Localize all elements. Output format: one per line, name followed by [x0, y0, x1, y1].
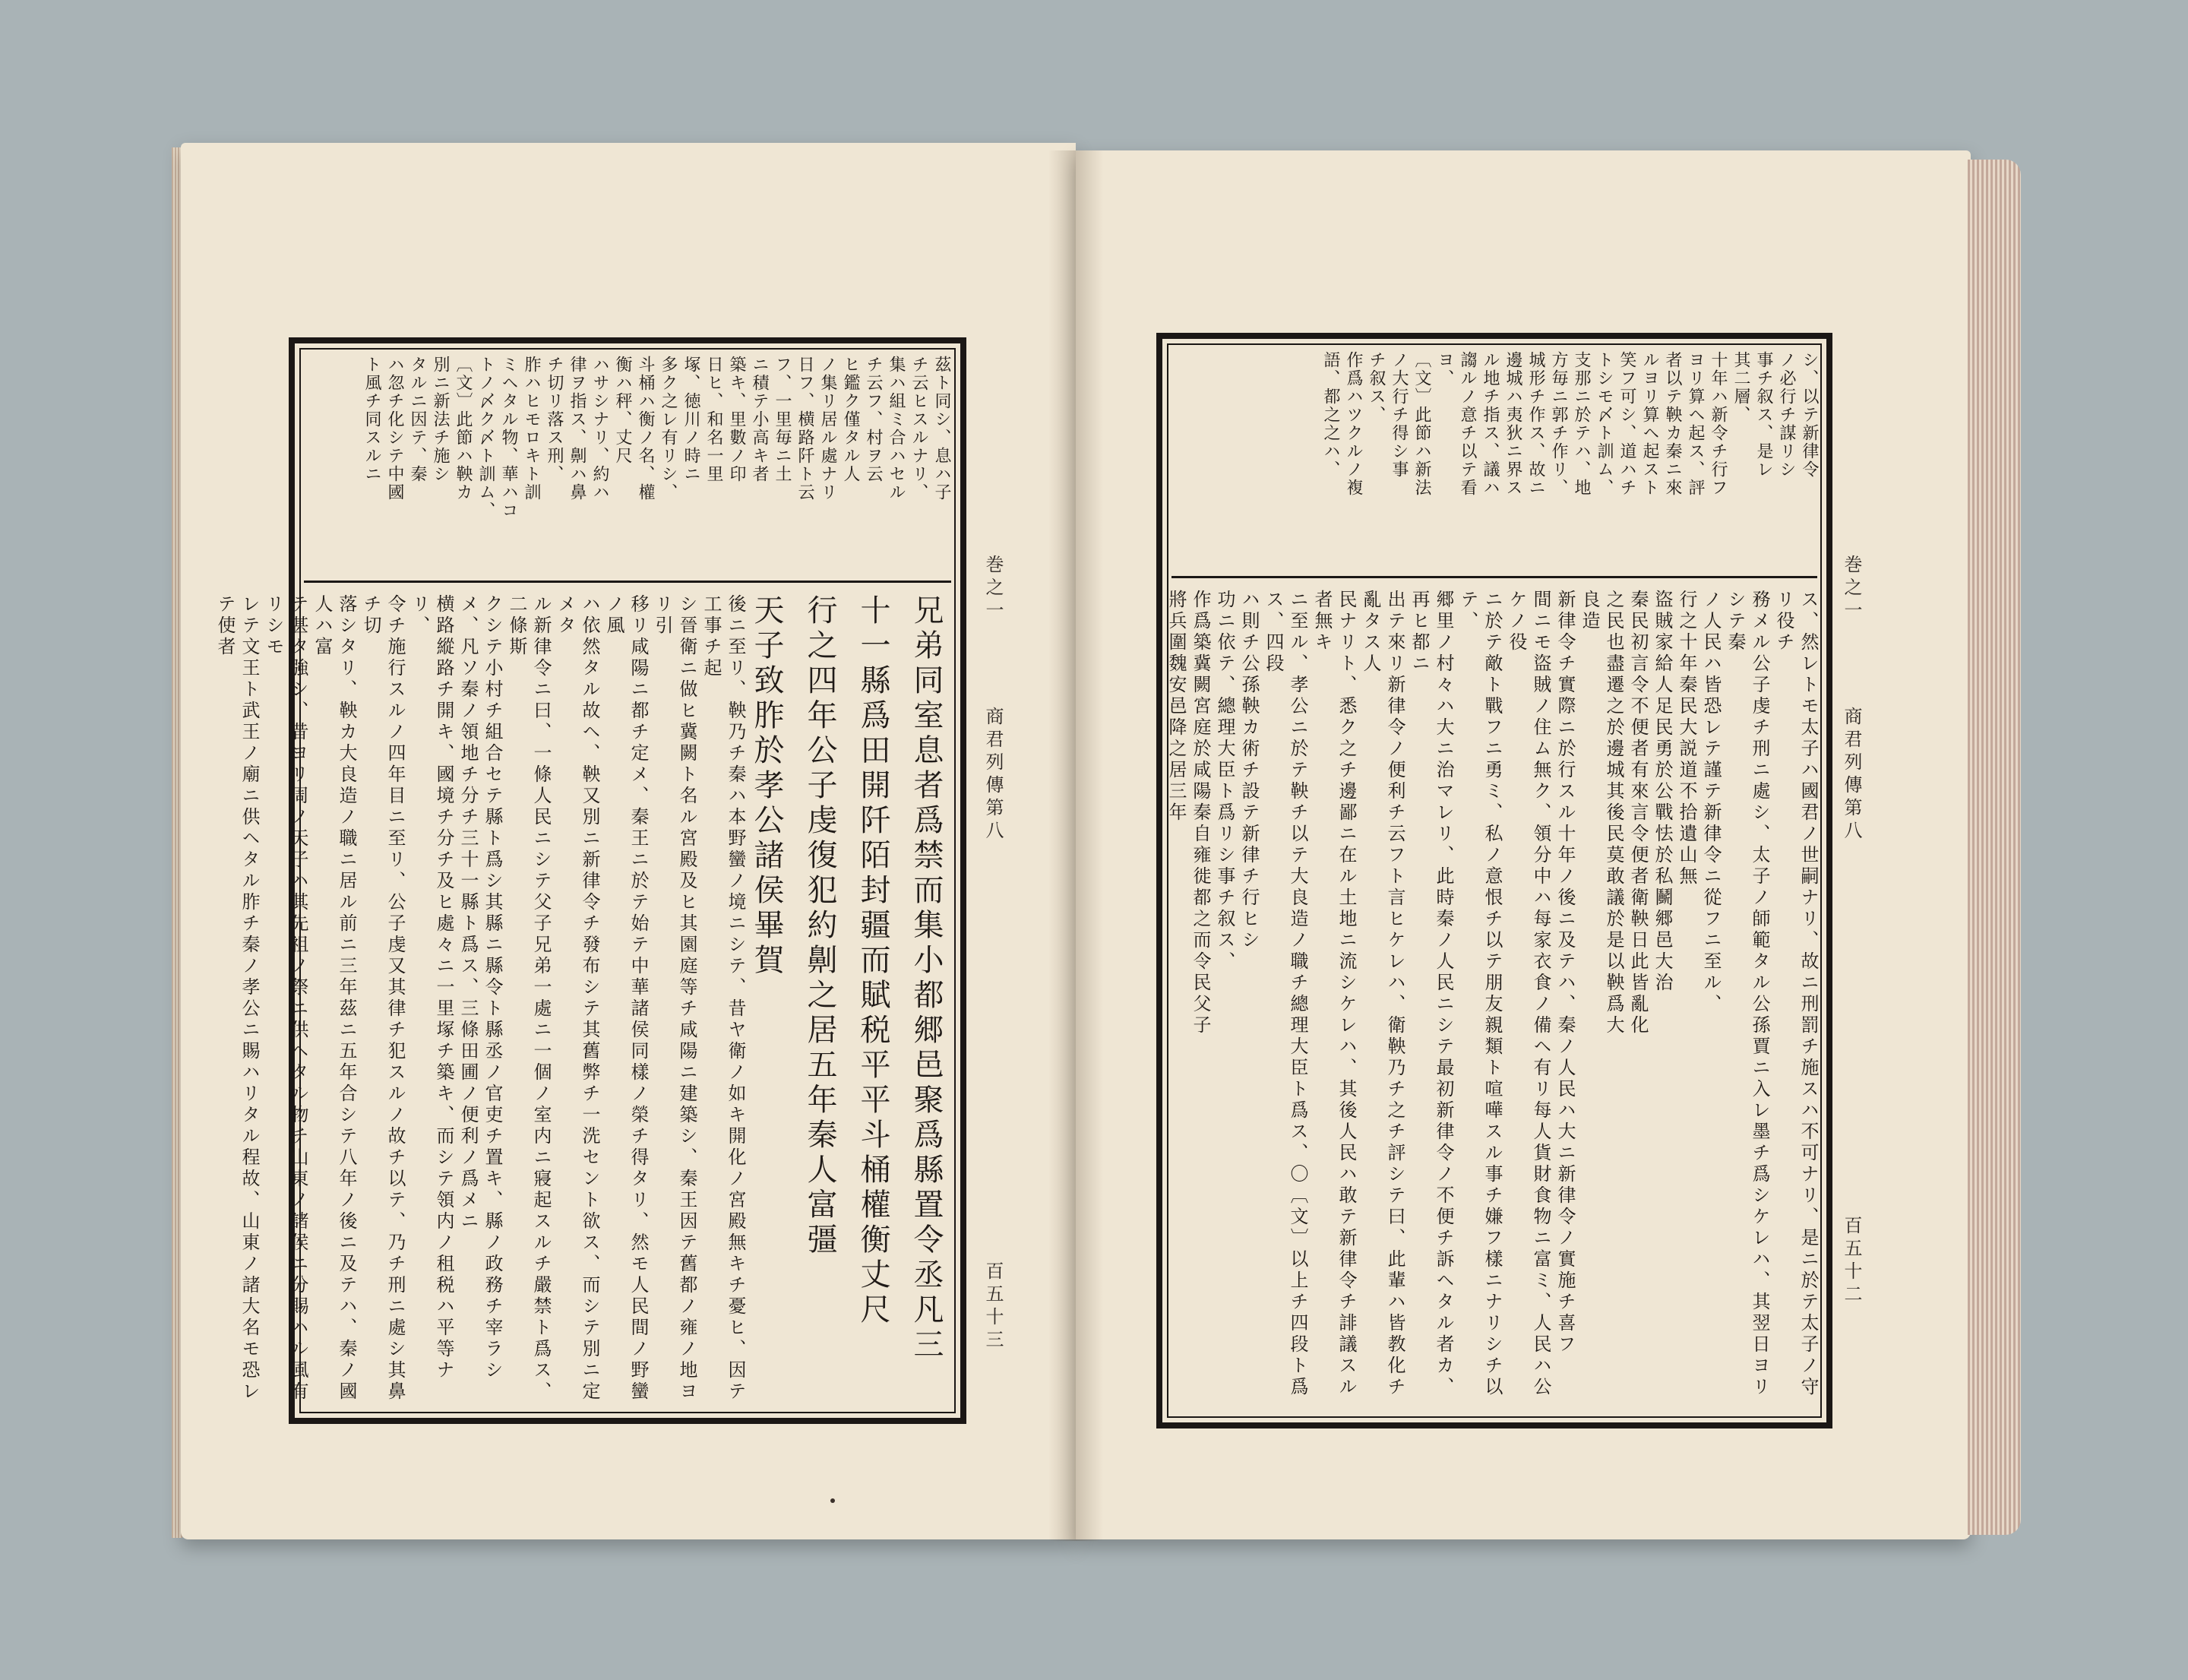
right-page-edges: [1968, 160, 2021, 1535]
right-volume-label: 巻之一: [1841, 555, 1862, 623]
left-text-frame: [214, 337, 966, 1424]
left-head-divider: [304, 581, 951, 583]
right-head-divider: [1171, 576, 1817, 578]
right-main-text: ス、然レトモ太子ハ國君ノ世嗣ナリ、故ニ刑罰チ施スハ不可ナリ、是ニ於テ太子ノ守リ役チ 務メル公子虔チ刑ニ處シ、太子ノ師範タル公孫賈ニ入レ墨チ爲シケレハ、其翌日ヨリシテ秦 ノ人民ハ皆恐レテ謹テ新律令ニ從フニ至ル、 行之十年秦民大説道不拾遺山無 盜賊家給人足民勇於公戰怯於私鬭郷邑大治 秦民初言令不便者有來言令便者衛鞅日此皆亂化 之民也盡遷之於邊城其後民莫敢議於是以鞅爲大 良造 新律令チ實際ニ於行スル十年ノ後ニ及テハ、秦ノ人民ハ大ニ新律令ノ實施チ喜フ 間ニモ盜賊ノ住ム無ク、領分中ハ每家衣食ノ備ヘ有リ每人貨財食物ニ富ミ、人民ハ公ケノ役 ニ於テ敵ト戰フニ勇ミ、私ノ意恨チ以テ朋友親類ト喧嘩スル事チ嫌フ樣ニナリシチ以テ、 郷里ノ村々ハ大ニ治マレリ、此時秦ノ人民ニシテ最初新律令ノ不便チ訴ヘタル者カ、再ヒ都ニ 出テ來リ新律令ノ便利チ云フト言ヒケレハ、衛鞅乃チ之チ評シテ曰、此輩ハ皆教化チ亂タス人 民ナリト、悉ク之チ邊鄙ニ在ル土地ニ流シケレハ、其後人民ハ敢テ新律令チ誹議スル者無キ ニ至ル、孝公ニ於テ鞅チ以テ大良造ノ職チ總理大臣ト爲ス、〇〔文〕以上チ四段ト爲ス、四段 ハ則チ公孫鞅カ術チ設テ新律チ行ヒシ 功ニ依テ、總理大臣ト爲リシ事チ叙ス、 作爲築冀闕宮庭於咸陽秦自雍徙都之而令民父子 將兵圍魏安邑降之居三年: [1165, 590, 1819, 1398]
right-head-note: シ、以テ新律令 ノ必行チ謀リシ 事チ叙ス、是レ 其二層、 十年ハ新令チ行フ ヨリ算ヘ起ス、評 者以テ鞅カ秦ニ來 ルヨリ算ヘ起スト 笑フ可シ、道ハチ トシモ〆ト訓ム、 支那ニ於テハ、地 方毎ニ郭チ作リ、 城形チ作ス、故ニ 邊城ハ夷狄ニ界ス ル地チ指ス、議ハ 謅ルノ意チ以テ看 ヨ、 〔文〕此節ハ新法 ノ大行チ得シ事 チ叙ス、 作爲ハツクルノ複 語、都之之ハ、: [1321, 351, 1819, 497]
left-volume-label: 巻之一: [982, 555, 1004, 623]
book-gutter: [1048, 150, 1103, 1541]
right-chapter-title: 商君列傳第八: [1841, 707, 1862, 843]
left-commentary: 後ニ至リ、鞅乃チ秦ハ本野蠻ノ境ニシテ、昔ヤ衛ノ如キ開化ノ宮殿無キチ憂ヒ、因テ工事チ起 シ晉衛ニ做ヒ冀闕ト名ル宮殿及ヒ其園庭等チ咸陽ニ建築シ、秦王因テ舊都ノ雍ノ地ヨリ引 移リ咸陽ニ都チ定メ、秦王ニ於テ始テ中華諸侯同樣ノ榮チ得タリ、然モ人民間ノ野蠻ノ風 ハ依然タル故ヘ、鞅又別ニ新律令チ發布シテ其舊弊チ一洗セント欲ス、而シテ別ニ定メタ ル新律令ニ曰、一條人民ニシテ父子兄弟一處ニ一個ノ室内ニ寢起スルチ嚴禁ト爲ス、二條斯 クシテ小村チ組合セテ縣ト爲シ其縣ニ縣令ト縣丞ノ官吏チ置キ、縣ノ政務チ宰ラシメ、凡ソ秦ノ領地チ分チ三十一縣ト爲ス、三條田圃ノ便利ノ爲メニ 横路縱路チ開キ、國境チ分チ及ヒ處々ニ一里塚チ築キ、而シテ領内ノ租税ハ平等ナリ、 令チ施行スルノ四年目ニ至リ、公子虔又其律チ犯スルノ故チ以テ、乃チ刑ニ處シ其鼻チ切 落シタリ、鞅カ大良造ノ職ニ居ル前ニ三年茲ニ五年合シテ八年ノ後ニ及テハ、秦ノ國人ハ富 テ甚タ強シ、昔ヨリ周ノ天子ハ其先祖ノ祭ニ供ヘタル物チ山東ノ諸侯ニ分賜ハル風有リシモ レテ文王ト武王ノ廟ニ供ヘタル胙チ秦ノ孝公ニ賜ハリタル程故、山東ノ諸大名モ恐レテ使者: [214, 594, 746, 1403]
page-dot: [830, 1498, 835, 1503]
left-head-note: 茲ト同シ、息ハ子 チ云ヒスルナリ、 集ハ組ミ合ハセル チ云フ、村ヲ云 ヒ鑑ク僅タル人 ノ集リ居ル處ナリ 日フ、横路阡ト云 フ、一里毎ニ土 ニ積テ小高キ者 築キ、里數ノ印 日ヒ、和名一里 塚、徳川ノ時ニ 多ク之レ有リシ、 斗桶ハ衡ノ名、權 衡ハ秤、丈尺 ハサシナリ、約ハ 律ヲ指ス、劓ハ鼻 チ切リ落ス刑、 胙ハヒモロキト訓 ミヘタル物、華ハコ トノ〆ク〆ト訓ム、 〔文〕此節ハ鞅カ 別ニ新法チ施シ タルニ因テ、秦 ハ忽チ化シテ中國 ト風チ同スルニ: [362, 356, 951, 520]
right-page-number: 百五十二: [1841, 1216, 1862, 1307]
left-page-number: 百五十三: [982, 1261, 1004, 1353]
left-main-text: 兄弟同室息者爲禁而集小都郷邑聚爲縣置令丞凡三 十一縣爲田開阡陌封疆而賦税平平斗桶權衡丈尺 行之四年公子虔復犯約劓之居五年秦人富彊 天子致胙於孝公諸侯畢賀: [749, 594, 944, 1363]
right-text-frame: [1156, 333, 1832, 1428]
left-chapter-title: 商君列傳第八: [982, 707, 1004, 843]
